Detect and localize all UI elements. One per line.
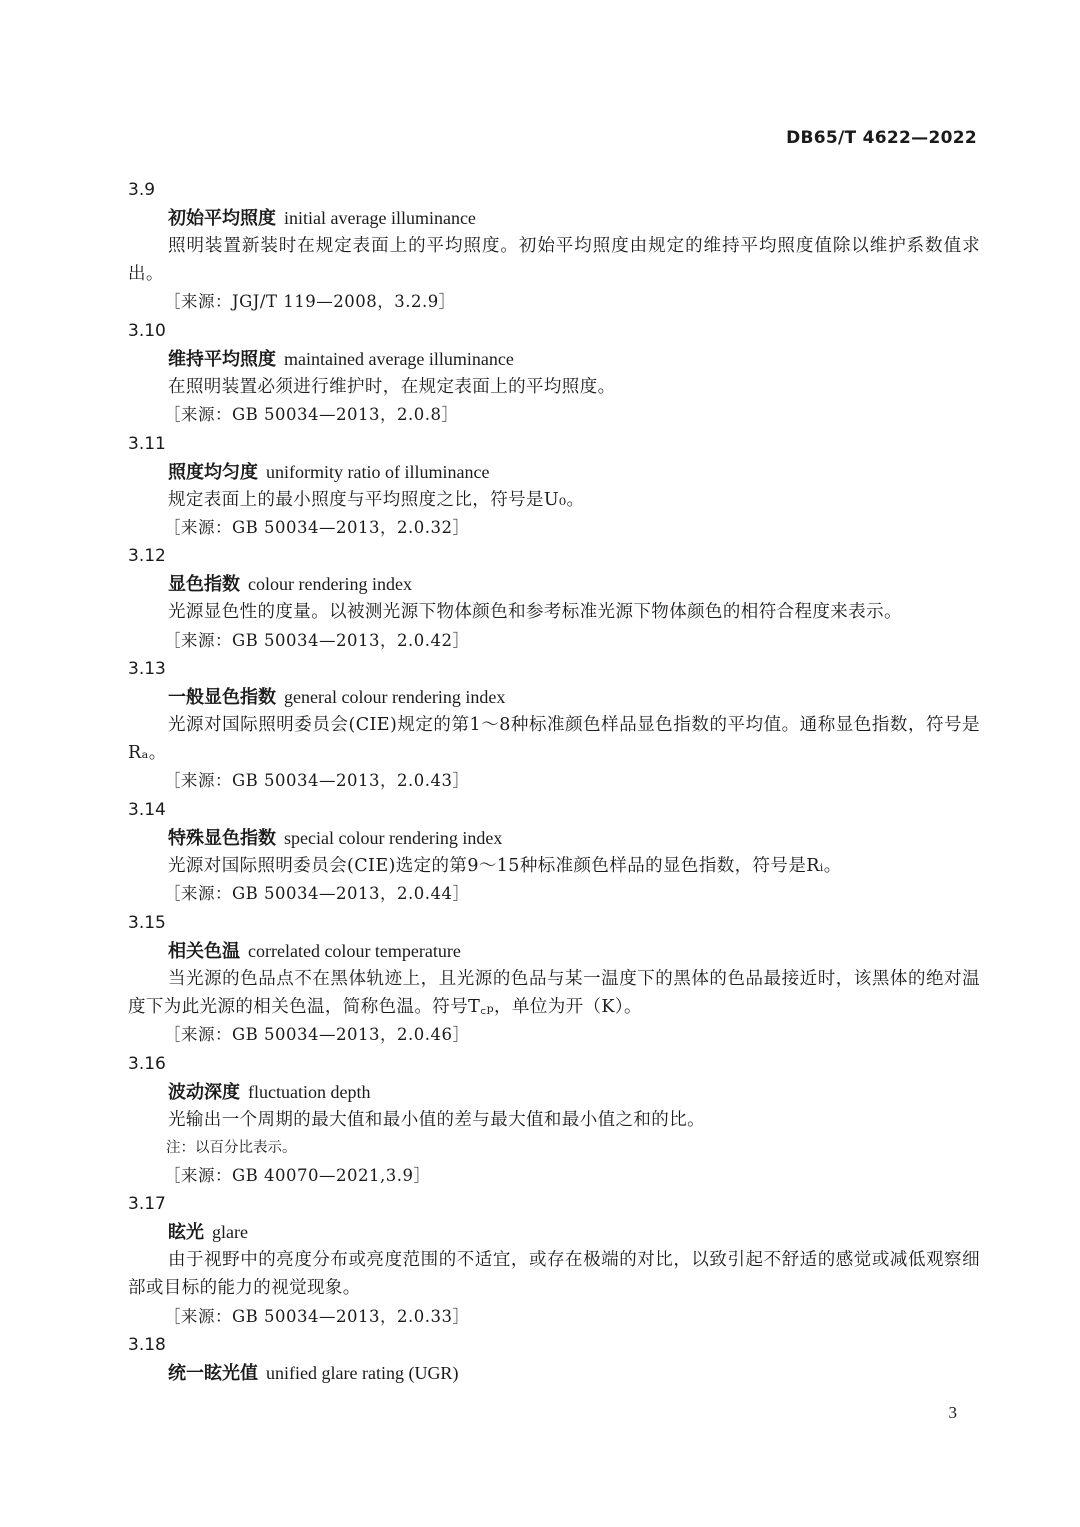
document-number: DB65/T 4622—2022 (786, 128, 977, 148)
term-number: 3.10 (128, 320, 166, 341)
term-definition: 光输出一个周期的最大值和最小值的差与最大值和最小值之和的比。 (168, 1109, 705, 1130)
term-name-zh: 眩光 (168, 1222, 204, 1244)
term-title (128, 204, 980, 232)
term-note: 注：以百分比表示。 (166, 1139, 297, 1156)
term-title (128, 1078, 980, 1106)
term-name-en: correlated colour temperature (248, 940, 461, 961)
term-number: 3.13 (128, 659, 166, 680)
term-definition: 由于视野中的亮度分布或亮度范围的不适宜，或存在极端的对比，以致引起不舒适的感觉或减低观察细部或目标的能力的视觉现象。 (128, 1250, 980, 1299)
term-name-zh: 一般显色指数 (168, 687, 276, 709)
term-number: 3.15 (128, 912, 166, 933)
term-entry (128, 655, 980, 796)
term-name-en: special colour rendering index (284, 827, 503, 848)
term-number: 3.14 (128, 799, 166, 820)
term-source: ［来源：GB 50034—2013，2.0.8］ (164, 405, 459, 425)
term-title (128, 937, 980, 965)
term-source: ［来源：GB 50034—2013，2.0.42］ (164, 630, 470, 650)
term-name-en: unified glare rating (UGR) (266, 1363, 459, 1384)
term-number: 3.17 (128, 1194, 166, 1215)
term-name-en: fluctuation depth (248, 1081, 371, 1102)
term-name-zh: 特殊显色指数 (168, 827, 276, 849)
term-definition: 光源显色性的度量。以被测光源下物体颜色和参考标准光源下物体颜色的相符合程度来表示。 (168, 602, 902, 623)
term-name-en: glare (212, 1222, 248, 1243)
term-title (128, 1359, 980, 1387)
term-entry (128, 1190, 980, 1331)
term-number: 3.16 (128, 1053, 166, 1074)
term-entry (128, 430, 980, 543)
term-definition: 照明装置新装时在规定表面上的平均照度。初始平均照度由规定的维持平均照度值除以维护系数值求出。 (128, 236, 980, 285)
term-definition: 光源对国际照明委员会(CIE)选定的第9～15种标准颜色样品的显色指数，符号是Rᵢ。 (168, 855, 842, 876)
term-source: ［来源：GB 50034—2013，2.0.44］ (164, 884, 470, 904)
term-number: 3.12 (128, 546, 166, 567)
term-name-en: uniformity ratio of illuminance (266, 461, 490, 482)
term-source: ［来源：GB 50034—2013，2.0.33］ (164, 1306, 470, 1326)
term-name-en: maintained average illuminance (284, 348, 514, 369)
term-title (128, 683, 980, 711)
term-entry (128, 542, 980, 655)
term-title (128, 345, 980, 373)
term-definition: 当光源的色品点不在黑体轨迹上，且光源的色品与某一温度下的黑体的色品最接近时，该黑体的绝对温度下为此光源的相关色温，简称色温。符号T꜀ₚ，单位为开（K）。 (128, 968, 980, 1017)
term-source: ［来源：GB 40070—2021,3.9］ (164, 1165, 431, 1185)
term-source: ［来源：GB 50034—2013，2.0.32］ (164, 517, 470, 537)
term-title (128, 458, 980, 486)
term-title (128, 1218, 980, 1246)
term-name-en: colour rendering index (248, 574, 412, 595)
term-name-zh: 初始平均照度 (168, 208, 276, 229)
term-name-zh: 统一眩光值 (168, 1363, 258, 1385)
term-source: ［来源：GB 50034—2013，2.0.43］ (164, 771, 470, 791)
term-source: ［来源：JGJ/T 119—2008，3.2.9］ (164, 292, 456, 312)
term-name-zh: 显色指数 (168, 574, 240, 596)
term-definition: 规定表面上的最小照度与平均照度之比，符号是U₀。 (168, 489, 585, 510)
term-name-zh: 照度均匀度 (168, 461, 258, 483)
term-definition: 光源对国际照明委员会(CIE)规定的第1～8种标准颜色样品显色指数的平均值。通称显色指数，符号是Rₐ。 (128, 715, 980, 764)
term-name-en: general colour rendering index (284, 687, 506, 708)
term-name-zh: 波动深度 (168, 1081, 240, 1103)
term-title (128, 570, 980, 598)
term-name-en: initial average illuminance (284, 208, 476, 228)
terms-list (128, 176, 980, 1387)
term-entry (128, 1050, 980, 1191)
term-entry (128, 909, 980, 1050)
term-definition: 在照明装置必须进行维护时，在规定表面上的平均照度。 (168, 376, 616, 397)
term-source: ［来源：GB 50034—2013，2.0.46］ (164, 1025, 470, 1045)
term-entry (128, 796, 980, 909)
term-entry (128, 317, 980, 430)
page-number: 3 (948, 1403, 957, 1422)
term-entry (128, 176, 980, 317)
term-number: 3.11 (128, 433, 166, 454)
term-name-zh: 相关色温 (168, 940, 240, 962)
term-number: 3.18 (128, 1335, 166, 1356)
term-entry (128, 1331, 980, 1387)
term-name-zh: 维持平均照度 (168, 348, 276, 370)
term-title (128, 824, 980, 852)
term-number: 3.9 (128, 180, 156, 200)
